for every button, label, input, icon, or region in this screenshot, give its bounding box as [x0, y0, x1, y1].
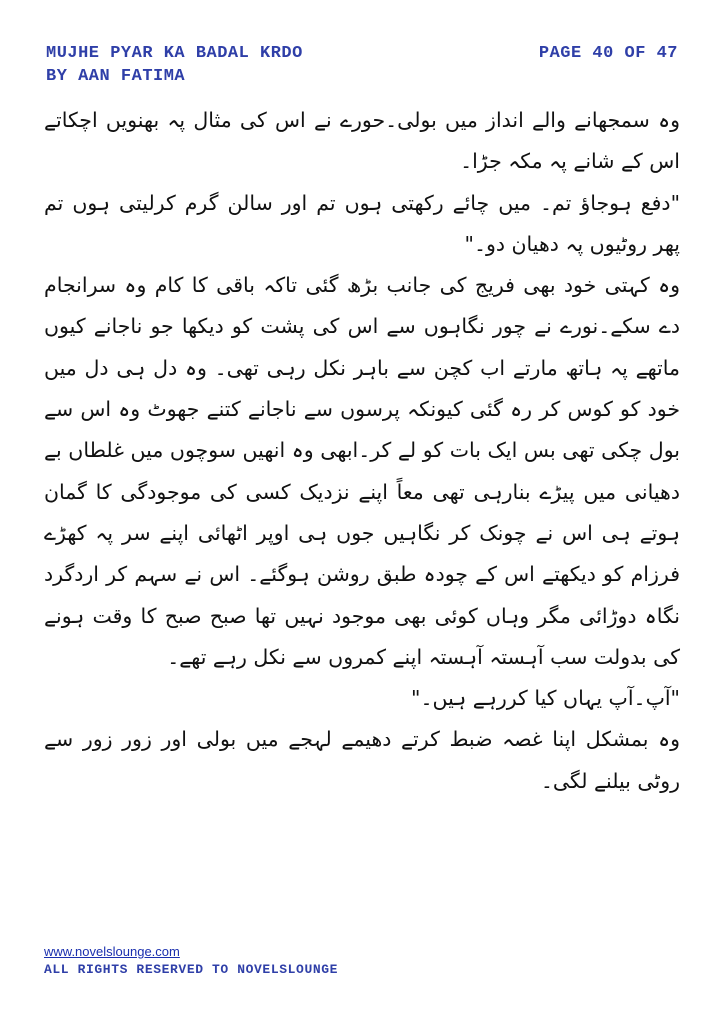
- paragraph-3: وہ کہتی خود بھی فریج کی جانب بڑھ گئی تاکہ باقی کا کام وہ سرانجام دے سکے۔نورے نے چور نگاہوں سے اس کی پشت کو دیکھا جو ناجانے کیوں ماتھے پہ ہاتھ مارتے اب کچن سے باہر نکل رہی تھی۔ وہ دل ہی دل میں خود کو کوس کر رہ گئی کیونکہ پرسوں سے ناجانے کتنے جھوٹ وہ اس سے بول چکی تھی بس ایک بات کو لے کر۔ابھی وہ انھیں سوچوں میں غلطاں بے دھیانی میں پیڑے بنارہی تھی معاً اپنے نزدیک کسی کی موجودگی کا گمان ہوتے ہی اس نے چونک کر نگاہیں جوں ہی اوپر اٹھائی اپنے سر پہ کھڑے فرزام کو دیکھتے اس کے چودہ طبق روشن ہوگئے۔ اس نے سہم کر اردگرد نگاہ دوڑائی مگر وہاں کوئی بھی موجود نہیں تھا صبح صبح کا وقت ہونے کی بدولت سب آہستہ آہستہ اپنے کمروں سے نکل رہے تھے۔: [44, 273, 680, 669]
- story-text: [44, 100, 680, 802]
- author-line: BY AAN FATIMA: [46, 67, 186, 86]
- website-link[interactable]: www.novelslounge.com: [44, 944, 180, 959]
- page-number: PAGE 40 OF 47: [538, 44, 678, 63]
- paragraph-1: وہ سمجھانے والے انداز میں بولی۔حورے نے اس کی مثال پہ بھنویں اچکاتے اس کے شانے پہ مکہ جڑا۔: [44, 108, 680, 174]
- rights-notice: ALL RIGHTS RESERVED TO NOVELSLOUNGE: [44, 962, 339, 977]
- novel-title: MUJHE PYAR KA BADAL KRDO: [46, 44, 303, 63]
- paragraph-4: "آپ۔آپ یہاں کیا کررہے ہیں۔": [411, 686, 680, 711]
- paragraph-5: وہ بمشکل اپنا غصہ ضبط کرتے دھیمے لہجے میں بولی اور زور زور سے روٹی بیلنے لگی۔: [44, 727, 680, 793]
- paragraph-2: "دفع ہوجاؤ تم۔ میں چائے رکھتی ہوں تم اور سالن گرم کرلیتی ہوں تم پھر روٹیوں پہ دھیان دو۔": [44, 190, 680, 256]
